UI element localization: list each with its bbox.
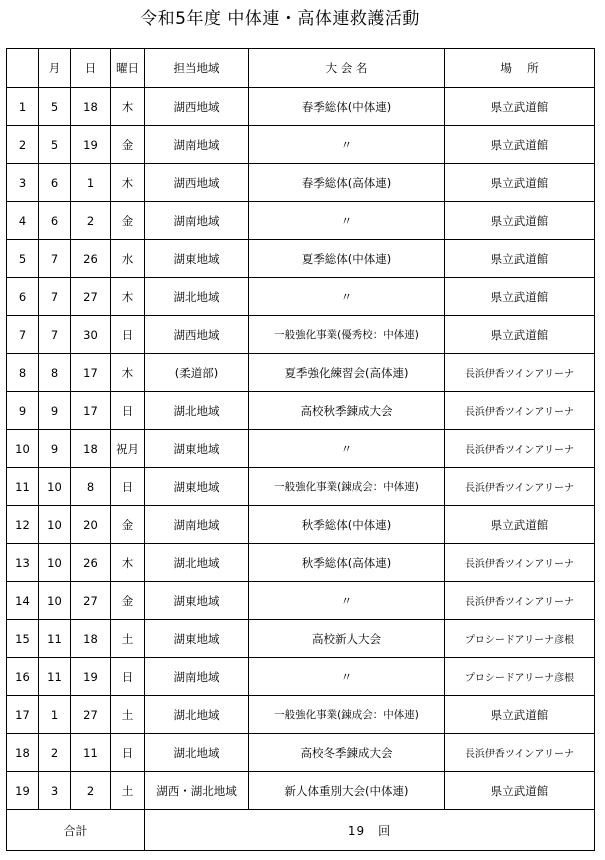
cell-month: 7 — [39, 316, 71, 354]
cell-month: 6 — [39, 164, 71, 202]
cell-area: 湖北地域 — [145, 278, 249, 316]
cell-weekday: 金 — [111, 506, 145, 544]
cell-no: 11 — [7, 468, 39, 506]
cell-area: 湖西地域 — [145, 88, 249, 126]
cell-day: 19 — [71, 658, 111, 696]
table-row — [7, 316, 595, 354]
cell-event: 〃 — [249, 126, 445, 164]
cell-month: 11 — [39, 620, 71, 658]
cell-place: 県立武道館 — [445, 202, 595, 240]
cell-place: 県立武道館 — [445, 772, 595, 810]
cell-area: 湖北地域 — [145, 392, 249, 430]
cell-place: 長浜伊香ツインアリーナ — [445, 544, 595, 582]
cell-area: 湖南地域 — [145, 126, 249, 164]
cell-no: 1 — [7, 88, 39, 126]
cell-no: 8 — [7, 354, 39, 392]
cell-area: 湖南地域 — [145, 506, 249, 544]
cell-place: 県立武道館 — [445, 126, 595, 164]
cell-area: 湖南地域 — [145, 658, 249, 696]
table-row — [7, 354, 595, 392]
cell-event: 秋季総体(中体連) — [249, 506, 445, 544]
cell-day: 27 — [71, 696, 111, 734]
header-row — [7, 49, 595, 88]
cell-event: 一般強化事業(優秀校：中体連) — [249, 316, 445, 354]
cell-place: プロシードアリーナ彦根 — [445, 620, 595, 658]
cell-month: 10 — [39, 506, 71, 544]
cell-month: 3 — [39, 772, 71, 810]
table-row — [7, 544, 595, 582]
cell-weekday: 日 — [111, 392, 145, 430]
cell-day: 18 — [71, 430, 111, 468]
table-row — [7, 696, 595, 734]
cell-weekday: 土 — [111, 696, 145, 734]
cell-day: 19 — [71, 126, 111, 164]
cell-place: 県立武道館 — [445, 506, 595, 544]
cell-weekday: 木 — [111, 278, 145, 316]
header-day: 日 — [71, 49, 111, 88]
cell-event: 高校冬季錬成大会 — [249, 734, 445, 772]
header-event: 大 会 名 — [249, 49, 445, 88]
cell-no: 18 — [7, 734, 39, 772]
cell-area: 湖東地域 — [145, 468, 249, 506]
header-area: 担当地域 — [145, 49, 249, 88]
cell-weekday: 木 — [111, 88, 145, 126]
table-row — [7, 126, 595, 164]
cell-area: 湖東地域 — [145, 240, 249, 278]
cell-event: 秋季総体(高体連) — [249, 544, 445, 582]
cell-place: 長浜伊香ツインアリーナ — [445, 430, 595, 468]
cell-month: 5 — [39, 88, 71, 126]
cell-event: 新人体重別大会(中体連) — [249, 772, 445, 810]
cell-event: 〃 — [249, 278, 445, 316]
cell-place: 県立武道館 — [445, 240, 595, 278]
cell-event: 〃 — [249, 430, 445, 468]
cell-month: 6 — [39, 202, 71, 240]
cell-area: 湖東地域 — [145, 620, 249, 658]
cell-day: 2 — [71, 202, 111, 240]
total-label: 合計 — [7, 810, 145, 851]
cell-no: 3 — [7, 164, 39, 202]
cell-day: 8 — [71, 468, 111, 506]
cell-area: 湖東地域 — [145, 430, 249, 468]
cell-no: 16 — [7, 658, 39, 696]
table-row — [7, 658, 595, 696]
cell-area: 湖南地域 — [145, 202, 249, 240]
cell-no: 2 — [7, 126, 39, 164]
cell-place: 県立武道館 — [445, 278, 595, 316]
cell-month: 10 — [39, 582, 71, 620]
cell-weekday: 木 — [111, 544, 145, 582]
cell-weekday: 日 — [111, 658, 145, 696]
cell-area: 湖東地域 — [145, 582, 249, 620]
cell-weekday: 金 — [111, 582, 145, 620]
cell-event: 夏季総体(中体連) — [249, 240, 445, 278]
cell-month: 10 — [39, 468, 71, 506]
cell-weekday: 日 — [111, 734, 145, 772]
cell-month: 7 — [39, 240, 71, 278]
cell-no: 6 — [7, 278, 39, 316]
cell-area: 湖北地域 — [145, 734, 249, 772]
cell-month: 8 — [39, 354, 71, 392]
cell-day: 26 — [71, 544, 111, 582]
cell-place: 長浜伊香ツインアリーナ — [445, 468, 595, 506]
table-row — [7, 506, 595, 544]
document-title: 令和5年度 中体連・高体連救護活動 — [140, 9, 420, 29]
table-row — [7, 468, 595, 506]
schedule-table — [6, 48, 595, 851]
cell-day: 18 — [71, 88, 111, 126]
table-row — [7, 582, 595, 620]
table-row — [7, 240, 595, 278]
cell-weekday: 日 — [111, 468, 145, 506]
cell-area: 湖西地域 — [145, 164, 249, 202]
cell-day: 17 — [71, 392, 111, 430]
cell-weekday: 土 — [111, 772, 145, 810]
schedule-body — [7, 88, 595, 810]
cell-day: 17 — [71, 354, 111, 392]
cell-area: 湖西地域 — [145, 316, 249, 354]
cell-no: 9 — [7, 392, 39, 430]
cell-event: 〃 — [249, 582, 445, 620]
cell-place: 長浜伊香ツインアリーナ — [445, 734, 595, 772]
cell-day: 27 — [71, 582, 111, 620]
cell-day: 30 — [71, 316, 111, 354]
cell-weekday: 日 — [111, 316, 145, 354]
cell-month: 9 — [39, 430, 71, 468]
table-row — [7, 772, 595, 810]
cell-no: 10 — [7, 430, 39, 468]
cell-no: 7 — [7, 316, 39, 354]
cell-day: 26 — [71, 240, 111, 278]
header-no — [7, 49, 39, 88]
cell-weekday: 祝月 — [111, 430, 145, 468]
table-row — [7, 202, 595, 240]
cell-no: 19 — [7, 772, 39, 810]
cell-place: プロシードアリーナ彦根 — [445, 658, 595, 696]
table-row — [7, 164, 595, 202]
cell-event: 高校秋季錬成大会 — [249, 392, 445, 430]
table-row — [7, 430, 595, 468]
cell-weekday: 金 — [111, 126, 145, 164]
cell-no: 14 — [7, 582, 39, 620]
cell-day: 1 — [71, 164, 111, 202]
cell-weekday: 水 — [111, 240, 145, 278]
cell-event: 〃 — [249, 202, 445, 240]
cell-month: 5 — [39, 126, 71, 164]
cell-weekday: 金 — [111, 202, 145, 240]
cell-place: 県立武道館 — [445, 164, 595, 202]
cell-weekday: 木 — [111, 354, 145, 392]
cell-month: 7 — [39, 278, 71, 316]
header-weekday: 曜日 — [111, 49, 145, 88]
cell-month: 1 — [39, 696, 71, 734]
cell-day: 2 — [71, 772, 111, 810]
cell-no: 12 — [7, 506, 39, 544]
cell-event: 一般強化事業(錬成会：中体連) — [249, 696, 445, 734]
cell-place: 長浜伊香ツインアリーナ — [445, 582, 595, 620]
table-row — [7, 88, 595, 126]
cell-no: 15 — [7, 620, 39, 658]
cell-month: 10 — [39, 544, 71, 582]
cell-no: 5 — [7, 240, 39, 278]
cell-place: 県立武道館 — [445, 316, 595, 354]
header-month: 月 — [39, 49, 71, 88]
cell-weekday: 土 — [111, 620, 145, 658]
cell-place: 長浜伊香ツインアリーナ — [445, 392, 595, 430]
total-value: 19 回 — [145, 810, 595, 851]
cell-event: 一般強化事業(錬成会：中体連) — [249, 468, 445, 506]
cell-day: 20 — [71, 506, 111, 544]
table-row — [7, 278, 595, 316]
cell-event: 〃 — [249, 658, 445, 696]
cell-no: 17 — [7, 696, 39, 734]
cell-event: 春季総体(高体連) — [249, 164, 445, 202]
cell-place: 長浜伊香ツインアリーナ — [445, 354, 595, 392]
total-row — [7, 810, 595, 851]
cell-weekday: 木 — [111, 164, 145, 202]
cell-area: 湖西・湖北地域 — [145, 772, 249, 810]
cell-event: 高校新人大会 — [249, 620, 445, 658]
cell-event: 夏季強化練習会(高体連) — [249, 354, 445, 392]
table-row — [7, 734, 595, 772]
header-place: 場 所 — [445, 49, 595, 88]
cell-place: 県立武道館 — [445, 696, 595, 734]
cell-area: 湖北地域 — [145, 544, 249, 582]
table-row — [7, 620, 595, 658]
cell-day: 18 — [71, 620, 111, 658]
cell-month: 9 — [39, 392, 71, 430]
table-row — [7, 392, 595, 430]
cell-no: 13 — [7, 544, 39, 582]
cell-place: 県立武道館 — [445, 88, 595, 126]
cell-no: 4 — [7, 202, 39, 240]
cell-day: 11 — [71, 734, 111, 772]
cell-month: 2 — [39, 734, 71, 772]
cell-day: 27 — [71, 278, 111, 316]
cell-event: 春季総体(中体連) — [249, 88, 445, 126]
cell-area: (柔道部) — [145, 354, 249, 392]
cell-area: 湖北地域 — [145, 696, 249, 734]
cell-month: 11 — [39, 658, 71, 696]
